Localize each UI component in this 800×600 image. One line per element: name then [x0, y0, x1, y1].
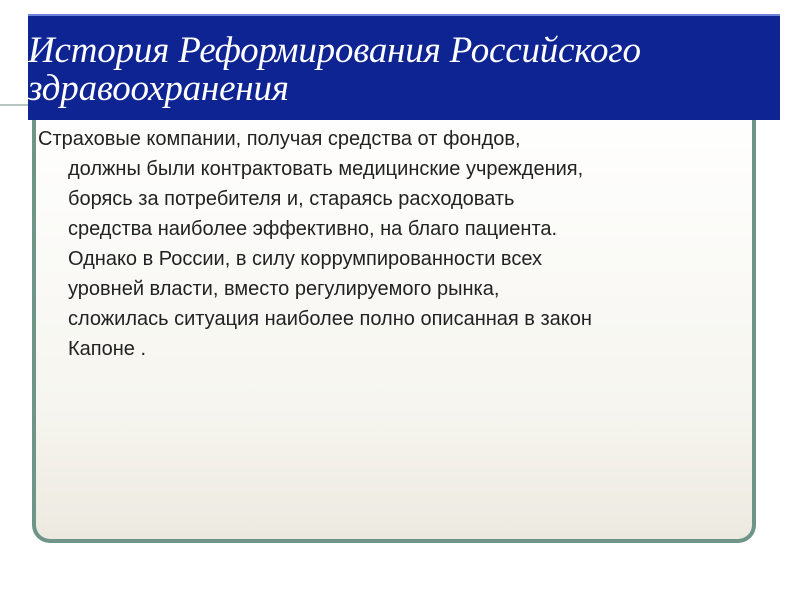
body-line-1: Страховые компании, получая средства от фондов,	[38, 128, 521, 150]
slide-title-line-1: История Реформирования Российского	[28, 30, 641, 71]
body-line-5: Однако в России, в силу коррумпированности всех	[68, 248, 543, 270]
decorative-accent-line	[0, 104, 30, 106]
slide-title	[28, 32, 788, 108]
slide-title-line-2: здравоохранения	[28, 68, 289, 109]
title-bar	[28, 14, 780, 120]
body-line-2: должны были контрактовать медицинские учреждения,	[68, 158, 584, 180]
body-line-4: средства наиболее эффективно, на благо пациента.	[68, 218, 558, 240]
body-line-7: сложилась ситуация наиболее полно описанная в закон	[68, 308, 592, 330]
body-line-8: Капоне .	[68, 338, 147, 360]
body-line-3: борясь за потребителя и, стараясь расходовать	[68, 188, 515, 210]
slide-body-text	[38, 124, 773, 364]
title-bar-top-rule	[28, 14, 780, 16]
body-line-6: уровней власти, вместо регулируемого рынка,	[68, 278, 500, 300]
